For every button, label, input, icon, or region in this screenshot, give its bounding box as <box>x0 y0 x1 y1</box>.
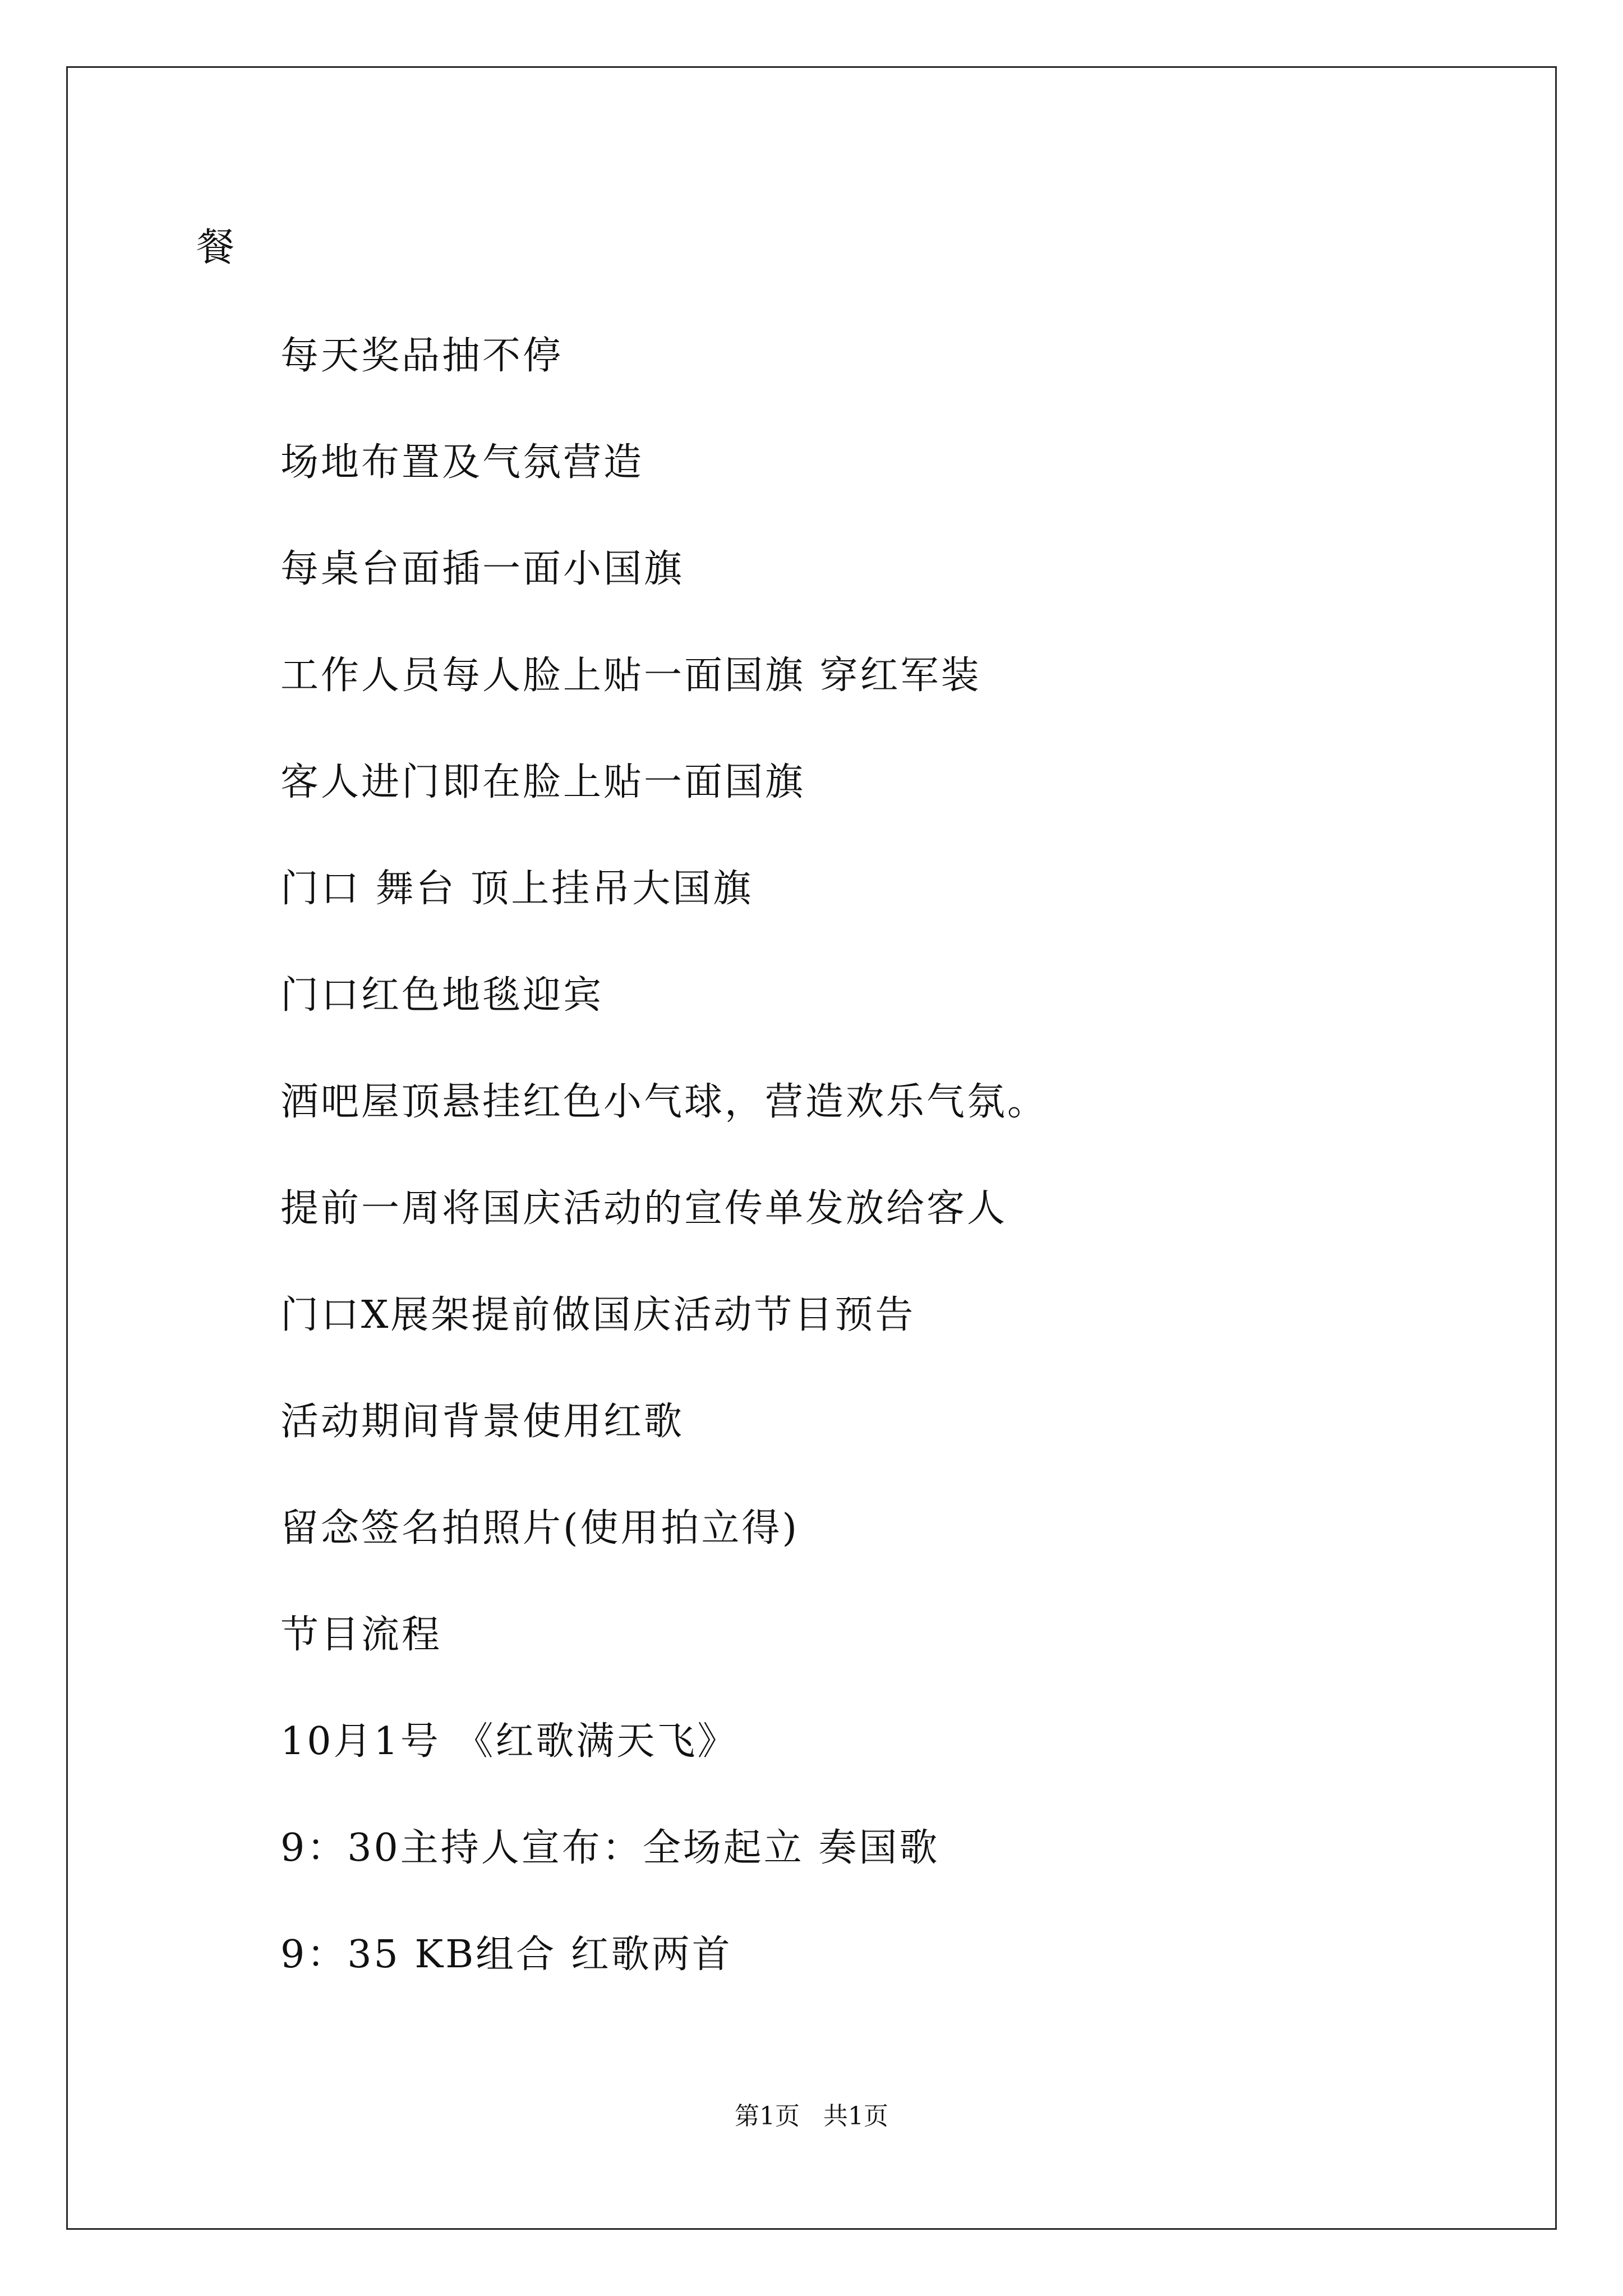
document-line: 门口 舞台 顶上挂吊大国旗 <box>280 867 754 911</box>
document-line: 场地布置及气氛营造 <box>280 440 644 485</box>
document-line: 留念签名拍照片(使用拍立得) <box>280 1506 800 1550</box>
document-line: 提前一周将国庆活动的宣传单发放给客人 <box>280 1186 1008 1231</box>
document-line: 门口红色地毯迎宾 <box>280 973 604 1018</box>
document-line: 每桌台面插一面小国旗 <box>280 547 685 591</box>
document-line: 酒吧屋顶悬挂红色小气球，营造欢乐气氛。 <box>280 1080 1048 1124</box>
document-line: 10月1号 《红歌满天飞》 <box>280 1719 738 1764</box>
document-line-lead: 餐 <box>196 226 237 270</box>
document-line: 客人进门即在脸上贴一面国旗 <box>280 760 806 804</box>
document-line: 活动期间背景使用红歌 <box>280 1400 685 1444</box>
page-border <box>66 66 1557 2230</box>
document-line: 门口X展架提前做国庆活动节目预告 <box>280 1293 916 1337</box>
document-line: 节目流程 <box>280 1613 442 1657</box>
document-line: 9：35 KB组合 红歌两首 <box>280 1932 732 1977</box>
document-line: 9：30主持人宣布：全场起立 奏国歌 <box>280 1826 940 1870</box>
document-line: 每天奖品抽不停 <box>280 334 564 378</box>
document-line: 工作人员每人脸上贴一面国旗 穿红军装 <box>280 654 981 698</box>
page-number-footer: 第1页 共1页 <box>735 2102 888 2131</box>
